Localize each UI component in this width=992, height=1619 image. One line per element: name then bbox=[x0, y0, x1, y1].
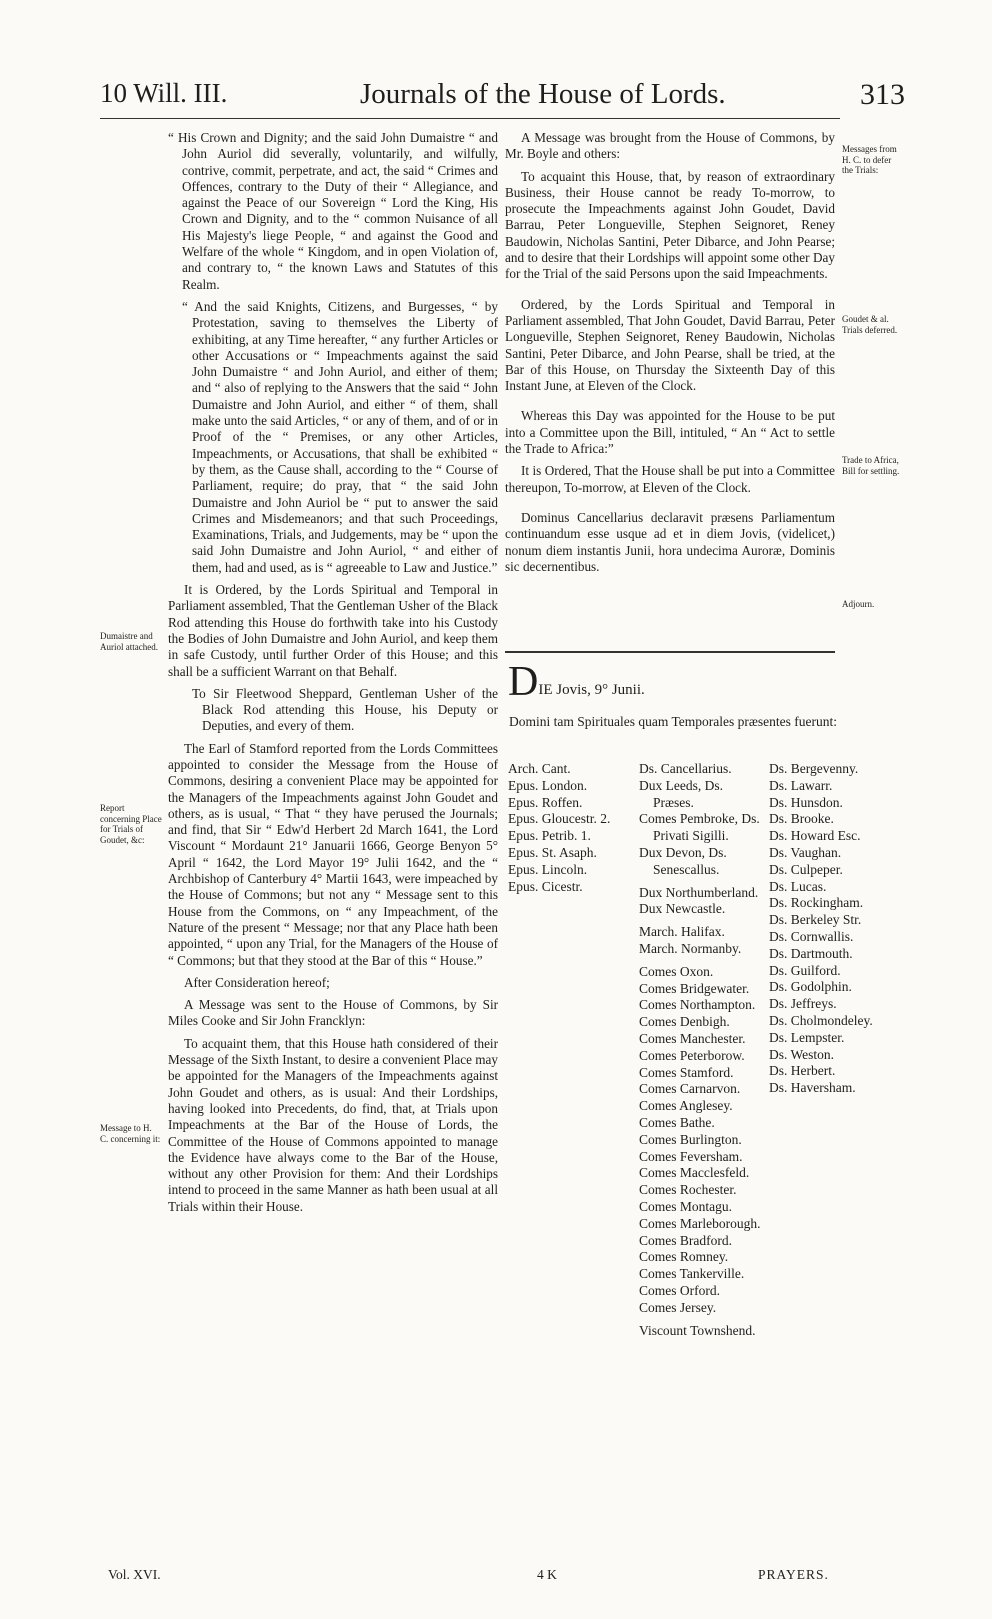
attendee: Comes Bridgewater. bbox=[639, 980, 750, 996]
attendance-barons bbox=[769, 761, 873, 1097]
attendee: Ds. Hunsdon. bbox=[769, 794, 843, 810]
attendee: Ds. Cancellarius. bbox=[639, 761, 732, 776]
header-title: Journals of the House of Lords. bbox=[360, 78, 726, 110]
day-heading bbox=[508, 659, 645, 705]
attendee: Dux Newcastle. bbox=[639, 901, 726, 917]
attendee: Viscount Townshend. bbox=[639, 1322, 756, 1338]
left-column bbox=[168, 130, 498, 1221]
attendee: March. Normanby. bbox=[639, 940, 742, 956]
attendee-office: Præses. bbox=[653, 794, 694, 810]
attendee: Comes Denbigh. bbox=[639, 1014, 730, 1030]
attendee: Ds. Vaughan. bbox=[769, 844, 842, 860]
margin-note-report: Report concerning Place for Trials of Goudet, &c: bbox=[100, 803, 162, 845]
attendee: Comes Carnarvon. bbox=[639, 1081, 741, 1097]
catchword: PRAYERS. bbox=[758, 1567, 829, 1582]
attendee: March. Halifax. bbox=[639, 924, 725, 940]
attendee: Dux Leeds, Ds. bbox=[639, 777, 723, 793]
attendee: Ds. Cholmondeley. bbox=[769, 1012, 873, 1028]
paragraph-message-brought: A Message was brought from the House of Commons, by Mr. Boyle and others: bbox=[505, 130, 835, 162]
margin-note-message: Message to H. C. concerning it: bbox=[100, 1123, 161, 1144]
attendee: Ds. Guilford. bbox=[769, 962, 841, 978]
margin-note-attached: Dumaistre and Auriol attached. bbox=[100, 631, 158, 652]
attendance-heading: Domini tam Spirituales quam Temporales præsentes fuerunt: bbox=[509, 714, 837, 729]
paragraph-protestation: “ And the said Knights, Citizens, and Burgesses, “ by Protestation, saving to themselves the Liberty of exhibiting, at any Time hereafter, “ any further Articles or other Accusations or “ Impeachments against the said John Dumaistre “ and John Auriol, and either of them; and “ also of replying to the Answers that the said “ John Dumaistre and John Auriol, and either “ of them, shall make unto the said Articles, “ or any of them, and of or in Proof of the “ Premises, or any other Articles, Impeachments, or Accusations, that shall be exhibited “ by them, as the Cause shall, according to the “ Course of Parliament, require; do pray, that “ the said John Dumaistre and John Auriol be “ put to answer the said Crimes and Misdemeanors; and that such Proceedings, Examinations, Trials, and Judgements, may be “ upon the said John Dumaistre and John Auriol, “ and either of them, had and used, as is “ agreeable to Law and Justice.” bbox=[182, 298, 498, 575]
attendee: Ds. Berkeley Str. bbox=[769, 912, 862, 928]
attendee-office: Senescallus. bbox=[653, 861, 720, 877]
attendee: Comes Montagu. bbox=[639, 1198, 732, 1214]
paragraph-message-sent: A Message was sent to the House of Commons, by Sir Miles Cooke and Sir John Francklyn: bbox=[168, 997, 498, 1029]
attendee: Ds. Godolphin. bbox=[769, 979, 852, 995]
attendee: Epus. Lincoln. bbox=[508, 861, 588, 877]
paragraph-to-acquaint: To acquaint them, that this House hath considered of their Message of the Sixth Instant, to desire a convenient Place may be appointed for the Managers of the Impeachments against John Goudet and others, as is usual: And their Lordships, having looked into Precedents, do find, that, at Trials upon Impeachments at the Bar of the House of Lords, the Committee of the House of Commons appointed to manage the Evidence have always come to the Bar of the House, without any other Provision for them: And their Lordships intend to proceed in the same Manner as hath been usual at all Trials within their House. bbox=[168, 1035, 498, 1214]
attendee: Comes Anglesey. bbox=[639, 1098, 733, 1114]
attendee: Epus. St. Asaph. bbox=[508, 844, 597, 860]
paragraph-articles-conclusion: “ His Crown and Dignity; and the said John Dumaistre “ and John Auriol did severally, voluntarily, and wilfully, contrive, commit, perpetrate, and act, the said “ Crimes and Offences, contrary to the Duty of their “ Allegiance, and against the Peace of our Sovereign “ Lord the King, His Crown and Dignity, and to the “ common Nuisance of all His Majesty's liege People, “ and against the Good and Welfare of the whole “ Kingdom, and in open Violation of, and contrary to, “ the known Laws and Statutes of this Realm. bbox=[168, 130, 498, 292]
attendee: Ds. Lawarr. bbox=[769, 777, 833, 793]
attendee: Arch. Cant. bbox=[508, 761, 571, 776]
section-divider bbox=[505, 651, 835, 653]
attendee: Ds. Howard Esc. bbox=[769, 828, 861, 844]
attendee: Ds. Dartmouth. bbox=[769, 945, 853, 961]
attendee: Epus. Cicestr. bbox=[508, 878, 583, 894]
attendee: Ds. Cornwallis. bbox=[769, 928, 854, 944]
page-number: 313 bbox=[860, 78, 905, 111]
attendee: Comes Romney. bbox=[639, 1249, 729, 1265]
attendee: Epus. London. bbox=[508, 777, 588, 793]
right-column bbox=[505, 130, 835, 581]
paragraph-after-consideration: After Consideration hereof; bbox=[184, 974, 330, 990]
signature-mark: 4 K bbox=[537, 1567, 557, 1582]
attendee: Comes Macclesfeld. bbox=[639, 1165, 750, 1181]
attendee: Epus. Gloucestr. 2. bbox=[508, 811, 611, 827]
attendee: Ds. Rockingham. bbox=[769, 895, 864, 911]
attendee: Comes Peterborow. bbox=[639, 1047, 745, 1063]
attendee: Ds. Lempster. bbox=[769, 1029, 845, 1045]
attendee: Ds. Haversham. bbox=[769, 1080, 856, 1096]
attendee: Comes Burlington. bbox=[639, 1131, 742, 1147]
paragraph-whereas-committee: Whereas this Day was appointed for the House to be put into a Committee upon the Bill, intituled, “ An “ Act to settle the Trade to Africa:” bbox=[505, 408, 835, 457]
margin-note-trials-deferred: Goudet & al. Trials deferred. bbox=[842, 314, 898, 335]
paragraph-extraordinary-business: To acquaint this House, that, by reason of extraordinary Business, their House cannot be ready To-morrow, to prosecute the Impeachments against John Goudet, David Barrau, Peter Longueville, Stephen Seignoret, Reney Baudowin, Nicholas Santini, Peter Dibarce, and John Pearse; and to desire that their Lordships will appoint some other Day for the Trial of the said Persons upon the said Impeachments. bbox=[505, 168, 835, 282]
attendee: Comes Bathe. bbox=[639, 1114, 715, 1130]
attendee: Epus. Petrib. 1. bbox=[508, 828, 591, 844]
attendee: Comes Oxon. bbox=[639, 963, 714, 979]
attendee: Comes Bradford. bbox=[639, 1232, 732, 1248]
attendee: Comes Rochester. bbox=[639, 1182, 737, 1198]
attendee: Comes Feversham. bbox=[639, 1148, 743, 1164]
margin-note-trade-africa: Trade to Africa, Bill for settling. bbox=[842, 455, 900, 476]
attendee: Comes Northampton. bbox=[639, 997, 756, 1013]
day-heading-text: IE Jovis, 9° Junii. bbox=[538, 682, 645, 698]
attendee: Comes Stamford. bbox=[639, 1064, 734, 1080]
margin-note-adjourn: Adjourn. bbox=[842, 599, 875, 609]
paragraph-order-custody: It is Ordered, by the Lords Spiritual and Temporal in Parliament assembled, That the Gentleman Usher of the Black Rod attending this House do forthwith take into his Custody the Bodies of John Dumaistre and John Auriol, and keep them in safe Custody, until further Order of this House; and this shall be a sufficient Warrant on that Behalf. bbox=[168, 582, 498, 679]
attendee: Epus. Roffen. bbox=[508, 794, 583, 810]
paragraph-ordered-tried: Ordered, by the Lords Spiritual and Temporal in Parliament assembled, That John Goudet, David Barrau, Peter Longueville, Stephen Seignoret, Reney Baudowin, Nicholas Santini, Peter Dibarce, and John Pearse, shall be tried, at the Bar of this House, on Thursday the Sixteenth Day of this Instant June, at Eleven of the Clock. bbox=[505, 296, 835, 394]
attendee: Dux Northumberland. bbox=[639, 884, 759, 900]
attendee: Ds. Brooke. bbox=[769, 811, 834, 827]
attendee-office: Privati Sigilli. bbox=[653, 828, 729, 844]
attendee: Dux Devon, Ds. bbox=[639, 844, 727, 860]
attendee: Ds. Culpeper. bbox=[769, 861, 843, 877]
header-regnal-year: 10 Will. III. bbox=[100, 78, 228, 108]
attendee: Comes Jersey. bbox=[639, 1299, 717, 1315]
attendance-officers-earls bbox=[639, 761, 760, 1339]
paragraph-ordered-committee: It is Ordered, That the House shall be put into a Committee thereupon, To-morrow, at Eleven of the Clock. bbox=[505, 463, 835, 495]
attendee: Ds. Herbert. bbox=[769, 1063, 836, 1079]
header-rule bbox=[100, 118, 840, 119]
drop-cap: D bbox=[508, 659, 539, 705]
attendee: Comes Pembroke, Ds. bbox=[639, 811, 760, 827]
margin-note-messages: Messages from H. C. to defer the Trials: bbox=[842, 144, 897, 175]
paragraph-warrant-address: To Sir Fleetwood Sheppard, Gentleman Usher of the Black Rod attending this House, his Deputy or Deputies, and every of them. bbox=[192, 685, 498, 734]
attendee: Comes Orford. bbox=[639, 1282, 720, 1298]
attendee: Ds. Bergevenny. bbox=[769, 761, 859, 776]
attendee: Comes Manchester. bbox=[639, 1030, 746, 1046]
attendee: Comes Marleborough. bbox=[639, 1215, 761, 1231]
volume-number: Vol. XVI. bbox=[108, 1567, 161, 1582]
attendee: Ds. Lucas. bbox=[769, 878, 827, 894]
attendee: Comes Tankerville. bbox=[639, 1266, 745, 1282]
attendee: Ds. Weston. bbox=[769, 1046, 835, 1062]
paragraph-stamford-report: The Earl of Stamford reported from the Lords Committees appointed to consider the Message from the House of Commons, desiring a convenient Place may be appointed for the Managers of the Impeachments against John Goudet and others, as is usual, “ That “ they have perused the Journals; and find, that Sir “ Edw'd Herbert 2d March 1641, the Lord Viscount “ Mordaunt 21° Januarii 1666, George Benyon 5° April “ 1642, the Lord Mayor 19° Julii 1642, and the “ Archbishop of Canterbury 4° Martii 1643, were impeached by the House of Commons; but not any “ Message sent to this House from the Commons, on “ any Impeachment, of the Nature of the present “ Message; nor that any Place hath been appointed, “ upon any Trial, for the Managers of the House of “ Commons; but that they stood at the Bar of this “ House.” bbox=[168, 740, 498, 968]
attendance-bishops bbox=[508, 761, 610, 895]
paragraph-adjournment-latin: Dominus Cancellarius declaravit præsens Parliamentum continuandum esse usque ad et in diem Jovis, (videlicet,) nonum diem instantis Junii, hora undecima Auroræ, Dominis sic decernentibus. bbox=[505, 509, 835, 574]
attendee: Ds. Jeffreys. bbox=[769, 996, 837, 1012]
